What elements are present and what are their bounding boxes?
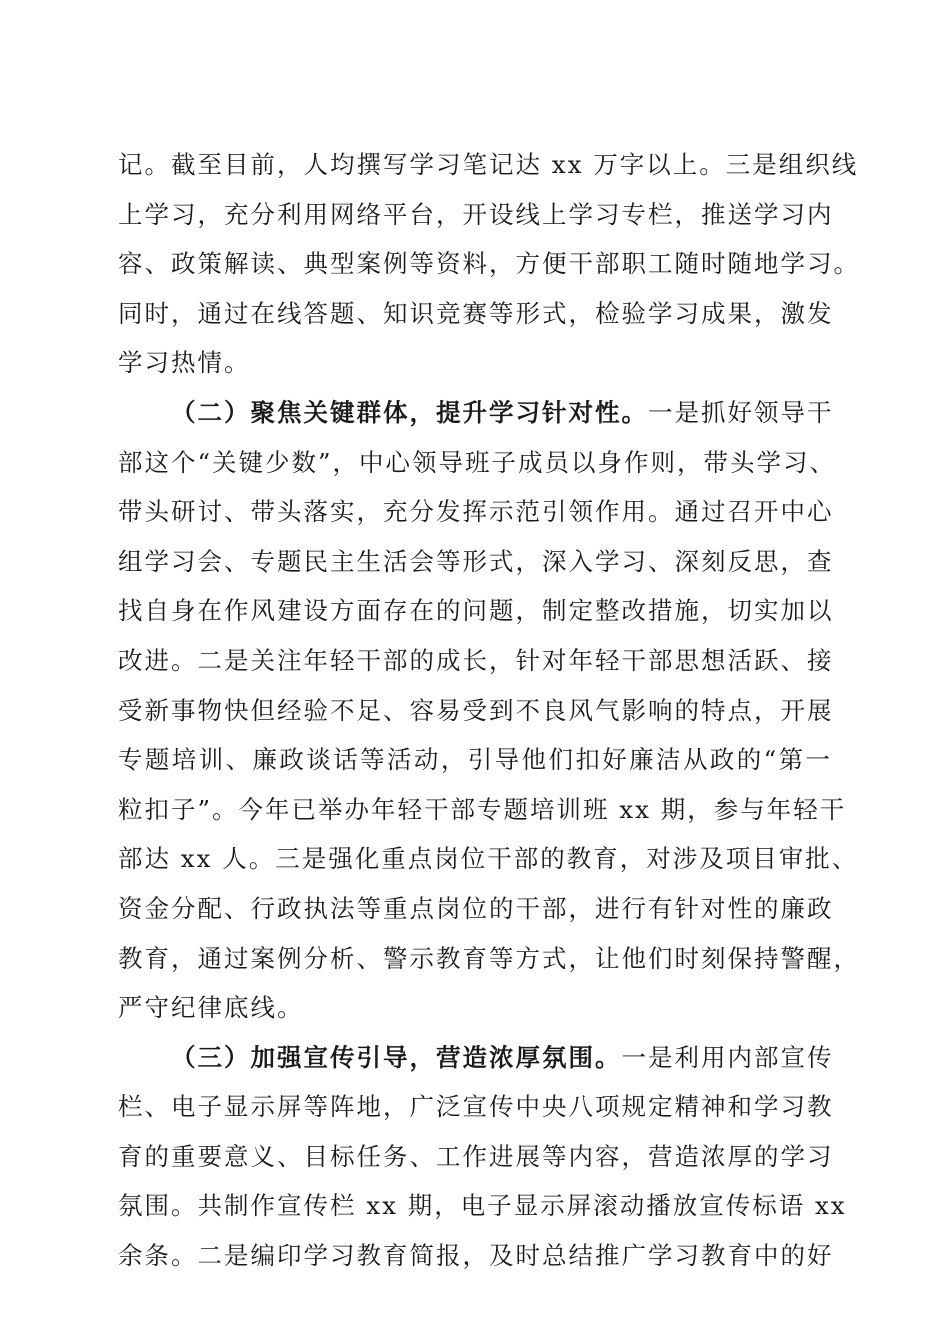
text-line: 记。截至目前，人均撰写学习笔记达 xx 万字以上。三是组织线	[118, 150, 859, 179]
section-heading: （二）聚焦关键群体，提升学习针对性。	[171, 397, 648, 427]
text-line: 同时，通过在线答题、知识竞赛等形式，检验学习成果，激发	[118, 298, 834, 328]
paragraph-3	[118, 1033, 847, 1281]
text-line	[118, 388, 832, 438]
text-fragment: 一是利用内部宣传	[621, 1042, 834, 1072]
paragraph-2	[118, 388, 860, 1033]
paragraph-1	[118, 140, 860, 388]
text-line: 改进。二是关注年轻干部的成长，针对年轻干部思想活跃、接	[118, 645, 834, 675]
text-line: 余条。二是编印学习教育简报，及时总结推广学习教育中的好	[118, 1241, 834, 1271]
text-line: 部达 xx 人。三是强化重点岗位干部的教育，对涉及项目审批、	[118, 844, 859, 874]
text-line: 育的重要意义、目标任务、工作进展等内容，营造浓厚的学习	[118, 1141, 834, 1171]
text-line: 组学习会、专题民主生活会等形式，深入学习、深刻反思，查	[118, 546, 834, 576]
text-line: 学习热情。	[118, 348, 251, 378]
text-line: 找自身在作风建设方面存在的问题，制定整改措施，切实加以	[118, 596, 834, 626]
text-line: 专题培训、廉政谈话等活动，引导他们扣好廉洁从政的“第一	[118, 745, 832, 775]
text-line: 粒扣子”。今年已举办年轻干部专题培训班 xx 期，参与年轻干	[118, 794, 847, 824]
text-line: 资金分配、行政执法等重点岗位的干部，进行有针对性的廉政	[118, 893, 834, 923]
text-line: 严守纪律底线。	[118, 993, 304, 1023]
text-line: 上学习，充分利用网络平台，开设线上学习专栏，推送学习内	[118, 199, 834, 229]
text-line: 栏、电子显示屏等阵地，广泛宣传中央八项规定精神和学习教	[118, 1092, 834, 1122]
document-body	[118, 140, 860, 1281]
text-fragment: 一是抓好领导干	[648, 397, 834, 427]
text-line: 带头研讨、带头落实，充分发挥示范引领作用。通过召开中心	[118, 497, 834, 527]
text-line	[118, 1033, 832, 1083]
text-line: 容、政策解读、典型案例等资料，方便干部职工随时随地学习。	[118, 249, 860, 279]
text-line: 教育，通过案例分析、警示教育等方式，让他们时刻保持警醒，	[118, 943, 860, 973]
text-line: 受新事物快但经验不足、容易受到不良风气影响的特点，开展	[118, 695, 834, 725]
text-line: 氛围。共制作宣传栏 xx 期，电子显示屏滚动播放宣传标语 xx	[118, 1191, 847, 1221]
text-line: 部这个“关键少数”，中心领导班子成员以身作则，带头学习、	[118, 447, 837, 477]
section-heading: （三）加强宣传引导，营造浓厚氛围。	[171, 1042, 622, 1072]
